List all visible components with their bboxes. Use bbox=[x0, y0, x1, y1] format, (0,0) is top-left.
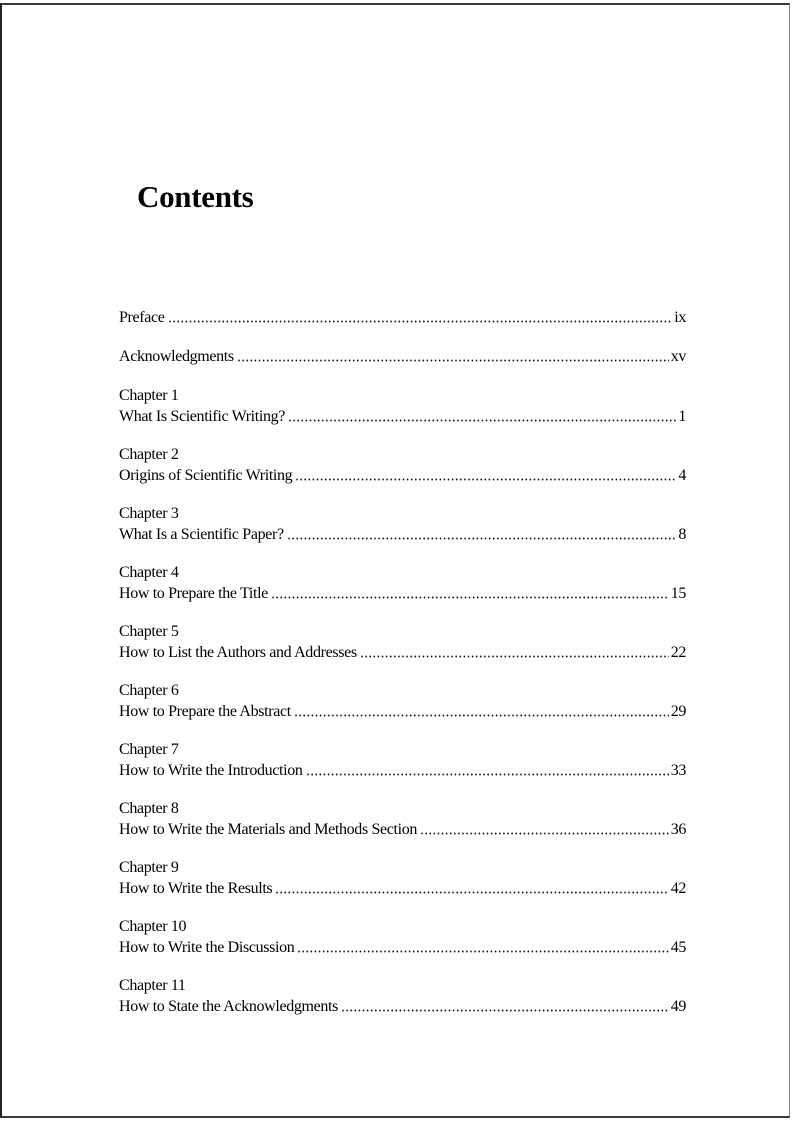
page-number: 29 bbox=[670, 703, 686, 720]
chapter-label: Chapter 10 bbox=[119, 918, 187, 935]
toc-entry-chapter-1[interactable] bbox=[119, 386, 686, 427]
entry-title: How to Write the Materials and Methods Section bbox=[119, 821, 418, 838]
page-number: 4 bbox=[678, 467, 686, 484]
dot-leader bbox=[168, 309, 673, 323]
page-number: 49 bbox=[670, 998, 686, 1015]
page-number: 33 bbox=[670, 762, 686, 779]
chapter-label: Chapter 2 bbox=[119, 446, 179, 463]
entry-title: How to State the Acknowledgments bbox=[119, 998, 338, 1015]
toc-entry-chapter-2[interactable] bbox=[119, 445, 686, 486]
page-number: 15 bbox=[670, 585, 686, 602]
dot-leader bbox=[306, 762, 669, 776]
dot-leader bbox=[297, 939, 668, 953]
chapter-label: Chapter 3 bbox=[119, 505, 179, 522]
entry-title: What Is Scientific Writing? bbox=[119, 408, 286, 425]
chapter-label: Chapter 5 bbox=[119, 623, 179, 640]
dot-leader bbox=[294, 703, 669, 717]
document-page bbox=[0, 3, 790, 1118]
dot-leader bbox=[341, 998, 669, 1012]
toc-entry-chapter-6[interactable] bbox=[119, 681, 686, 722]
entry-title: Acknowledgments bbox=[119, 348, 234, 365]
page-number: xv bbox=[670, 348, 686, 365]
dot-leader bbox=[275, 880, 668, 894]
dot-leader bbox=[287, 526, 677, 540]
toc-entry-acknowledgments[interactable] bbox=[119, 347, 686, 367]
entry-title: How to List the Authors and Addresses bbox=[119, 644, 357, 661]
entry-title: Origins of Scientific Writing bbox=[119, 467, 293, 484]
chapter-label: Chapter 1 bbox=[119, 387, 179, 404]
chapter-label: Chapter 9 bbox=[119, 859, 179, 876]
page-title: Contents bbox=[137, 179, 254, 214]
chapter-label: Chapter 8 bbox=[119, 800, 179, 817]
dot-leader bbox=[271, 585, 669, 599]
page-number: 8 bbox=[678, 526, 686, 543]
chapter-label: Chapter 11 bbox=[119, 977, 186, 994]
toc-entry-chapter-4[interactable] bbox=[119, 563, 686, 604]
chapter-label: Chapter 7 bbox=[119, 741, 179, 758]
entry-title: How to Prepare the Abstract bbox=[119, 703, 291, 720]
toc-entry-chapter-8[interactable] bbox=[119, 799, 686, 840]
toc-entry-chapter-9[interactable] bbox=[119, 858, 686, 899]
table-of-contents bbox=[119, 308, 686, 1035]
chapter-label: Chapter 4 bbox=[119, 564, 179, 581]
entry-title: How to Write the Results bbox=[119, 880, 273, 897]
entry-title: How to Write the Discussion bbox=[119, 939, 295, 956]
entry-title: Preface bbox=[119, 309, 165, 326]
entry-title: What Is a Scientific Paper? bbox=[119, 526, 284, 543]
page-number: 42 bbox=[670, 880, 686, 897]
toc-entry-chapter-5[interactable] bbox=[119, 622, 686, 663]
toc-entry-chapter-7[interactable] bbox=[119, 740, 686, 781]
dot-leader bbox=[360, 644, 669, 658]
toc-entry-chapter-11[interactable] bbox=[119, 976, 686, 1017]
dot-leader bbox=[420, 821, 669, 835]
chapter-label: Chapter 6 bbox=[119, 682, 179, 699]
page-number: 1 bbox=[678, 408, 686, 425]
page-number: 36 bbox=[670, 821, 686, 838]
dot-leader bbox=[237, 348, 669, 362]
toc-entry-chapter-3[interactable] bbox=[119, 504, 686, 545]
entry-title: How to Prepare the Title bbox=[119, 585, 268, 602]
page-number: 45 bbox=[670, 939, 686, 956]
entry-title: How to Write the Introduction bbox=[119, 762, 303, 779]
dot-leader bbox=[295, 467, 676, 481]
dot-leader bbox=[288, 408, 676, 422]
page-number: ix bbox=[674, 309, 686, 326]
toc-entry-preface[interactable] bbox=[119, 308, 686, 328]
page-number: 22 bbox=[670, 644, 686, 661]
toc-entry-chapter-10[interactable] bbox=[119, 917, 686, 958]
